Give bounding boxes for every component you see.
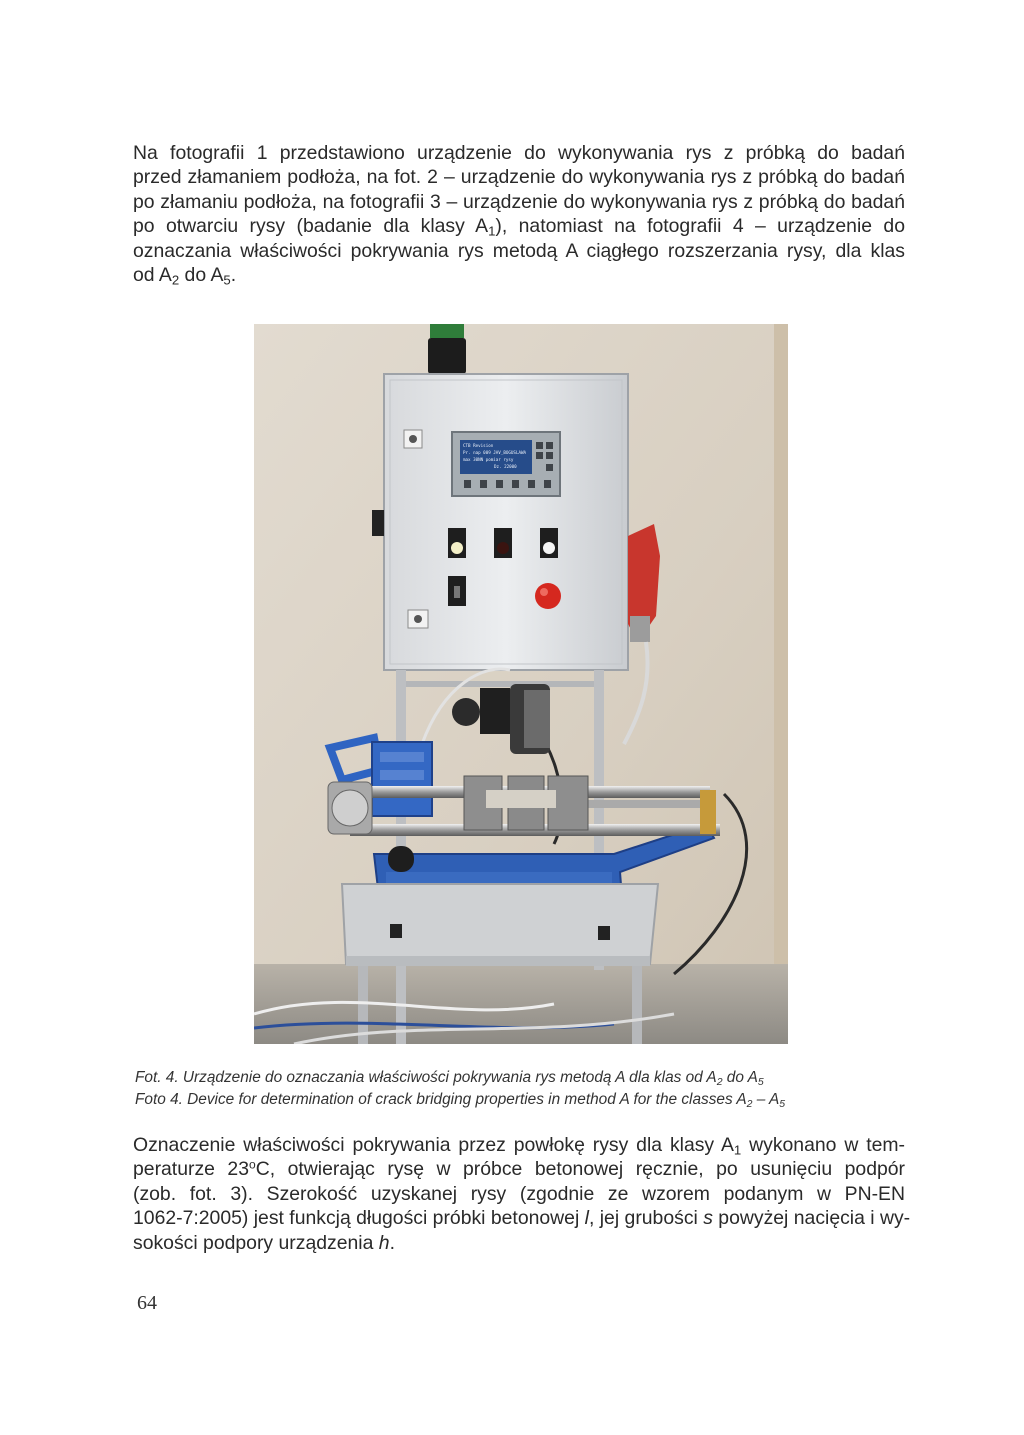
intro-line-5: oznaczania właściwości pokrywania rys metodą A ciągłego rozszerzania rysy, dla klas [133, 239, 905, 262]
caption-english: Foto 4. Device for determination of crack bridging properties in method A for the classes $A_2 - A_5$ [135, 1091, 786, 1110]
device-photo [254, 324, 788, 1044]
intro-line-4: po otwarciu rysy (badanie dla klasy $A_1$), natomiast na fotografii 4 – urządzenie do [133, 215, 906, 239]
intro-line-1: Na fotografii 1 przedstawiono urządzenie do wykonywania rys z próbką do badań [133, 142, 905, 164]
body-line-5: sokości podpory urządzenia h. [133, 1231, 395, 1254]
body-line-1: Oznaczenie właściwości pokrywania przez powłokę rysy dla klasy $A_1$ wykonano w tem- [133, 1134, 905, 1158]
body-paragraph [133, 1133, 911, 1255]
body-line-4: 1062-7:2005) jest funkcją długości próbki betonowej l, jej grubości s powyżej nacięcia i wy- [133, 1207, 911, 1230]
intro-line-3: po złamaniu podłoża, na fotografii 3 – urządzenie do wykonywania rys z próbką do badań [133, 190, 905, 213]
device-illustration [254, 324, 788, 1044]
display-line-2: Pr. nap 009 JAV_BOGUSLAWA [463, 450, 527, 455]
display-line-3: max 30NN pomiar rysy [463, 457, 514, 462]
body-line-3: (zob. fot. 3). Szerokość uzyskanej rysy (zgodnie ze wzorem podanym w PN-EN [133, 1182, 905, 1205]
intro-paragraph [133, 141, 905, 287]
body-line-2: peraturze 23$^o$C, otwierając rysę w próbce betonowej ręcznie, po usunięciu podpór [133, 1157, 905, 1181]
intro-line-2: przed złamaniem podłoża, na fot. 2 – urządzenie do wykonywania rys z próbką do badań [133, 166, 905, 189]
display-line-1: CTB Revision [463, 443, 494, 448]
page-number: 64 [137, 1292, 157, 1314]
caption-polish: Fot. 4. Urządzenie do oznaczania właściwości pokrywania rys metodą A dla klas od $A_2$ do $A_5$ [135, 1069, 764, 1088]
display-line-4: Dz. 22000 [494, 464, 517, 469]
intro-line-6: od $A_2$ do $A_5$. [133, 264, 237, 288]
